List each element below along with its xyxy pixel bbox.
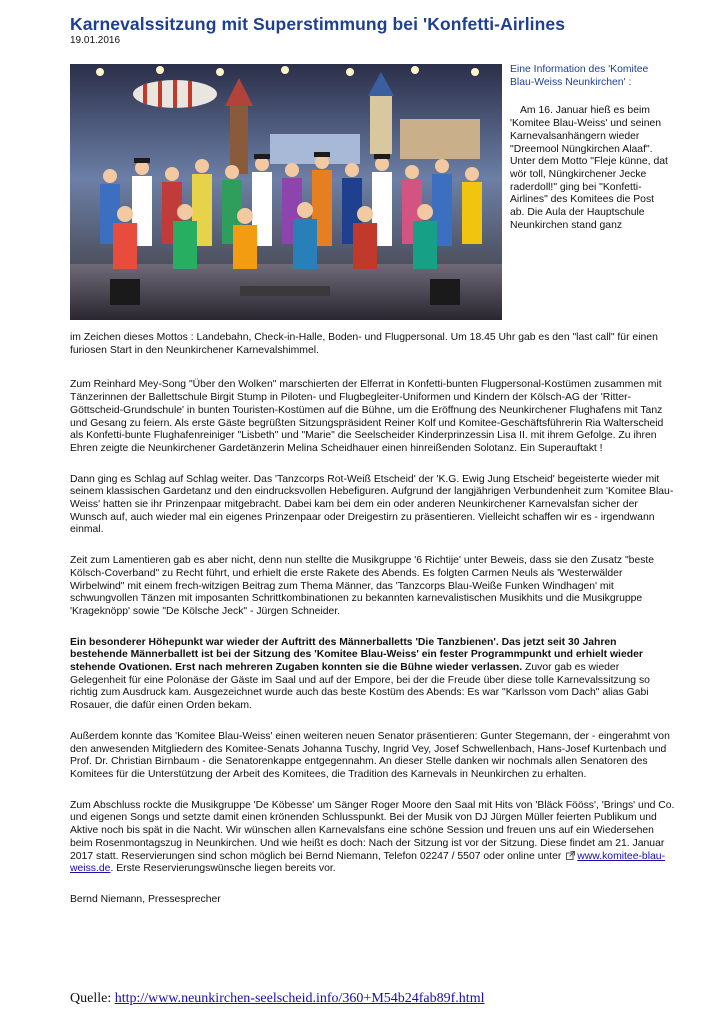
paragraph-opening: Zum Reinhard Mey-Song "Über den Wolken" marschierten der Elferrat in Konfetti-bunten Flugpersonal-Kostümen zusammen mit Tänzerinnen der Ballettschule Birgit Stump in Piloten- und Flugbegleiter-Uniformen und Kindern der Kölsch-AG der 'Ritter-Göttscheid-Grundschule' in bunten Touristen-Kostümen auf die Bühne, um die Eröffnung des Neunkirchener Flughafens mit Tanz und Gesang zu feiern. Als erste Gäste begrüßten Sitzungspräsident Reiner Kolf und Komitee-Geschäftsführerin Ria Walterscheid als Konfetti-bunte Flughafenreiniger "Lisbeth" und "Marie" die Seelscheider Kinderprinzessin Lisa II. mit ihrem Gefolge. Zu ihren Ehren zeigte die Neunkirchener Gardetänzerin Melina Scheidhauer einen hinreißenden Solotanz. Ein Superauftakt ! [70,379,664,454]
intro-continuation: im Zeichen dieses Mottos : Landebahn, Check-in-Halle, Boden- und Flugpersonal. Um 18.45 Uhr gab es den "last call" für einen furiosen Start in den Neunkirchener Karnevalshimmel. [70,332,658,356]
tanzbienen-highlight: Ein besonderer Höhepunkt war wieder der Auftritt des Männerballetts 'Die Tanzbienen'. Das jetzt seit 30 Jahren bestehende Männerballett ist bei der Sitzung des 'Komitee Blau-Weiss' ein fester Programmpunkt und erhielt wieder stehende Ovationen. Erst nach mehreren Zugaben konnten sie die Bühne wieder verlassen. [70,636,643,674]
article [70,14,675,1006]
article-date: 19.01.2016 [70,35,121,46]
tanzbienen-rest: Zuvor gab es wieder Gelegenheit für eine Polonäse der Gäste im Saal und auf der Empore, bei der die Freude über diese tolle Karnevalssitzung so richtig zum Ausdruck kam. Ausgezeichnet wurde auch das beste Kostüm des Abends: Es war "Karlsson vom Dach" alias Gabi Rosauer, die dafür einen Orden bekam. [70,662,650,712]
closing-text-end: . Erste Reservierungswünsche liegen bereits vor. [110,863,336,875]
article-title: Karnevalssitzung mit Superstimmung bei 'Konfetti-Airlines [70,14,566,34]
intro-paragraph: Am 16. Januar hieß es beim 'Komitee Blau-Weiss' und seinen Karnevalsanhängern wieder "Dreemool Nüngkirchen Alaaf". Unter dem Motto "Fleje künne, dat wör toll, Nüngkirchener Jecke raderdoll!" ging bei "Konfetti-Airlines" des Komitees die Post ab. Die Aula der Hauptschule Neunkirchen stand ganz [510,105,668,231]
paragraph-closing [70,800,676,876]
website-link[interactable]: www.komitee-blau-weiss.de [70,850,666,875]
info-column [510,64,670,232]
signature: Bernd Niemann, Pressesprecher [70,893,221,905]
external-link-icon [566,851,575,860]
paragraph-tanzbienen [70,637,676,713]
info-source: Eine Information des 'Komitee Blau-Weiss Neunkirchen' : [510,64,649,88]
paragraph-music: Zeit zum Lamentieren gab es aber nicht, denn nun stellte die Musikgruppe '6 Richtije' unter Beweis, dass sie den Zusatz "beste Kölsch-Coverband" zu Recht führt, und erhielt die erste Rakete des Abends. Es folgten Carmen Neuls als 'Westerwälder Wirbelwind" mit einem frech-witzigen Beitrag zum Thema Männer, das 'Tanzcorps Blau-Weiße Funken Windhagen' mit schwungvollen Tänzen mit imposanten Schrittkombinationen zu bekannten karnevalistischen Musikhits und die Musikgruppe 'Krageknöpp' sowie "De Kölsche Jeck" - Jürgen Schneider. [70,555,655,617]
closing-text: Zum Abschluss rockte die Musikgruppe 'De Köbesse' um Sänger Roger Moore den Saal mit Hits von 'Bläck Fööss', 'Brings' und Co. und eigenen Songs und setzte damit einen krönenden Schlusspunkt. Bei der Musik von DJ Jürgen Müller feierten Publikum und Aktive noch bis spät in die Nacht. Wir wünschen allen Karnevalsfans eine schöne Session und freuen uns auf ein Wiedersehen beim Rosenmontagszug in Neunkirchen. Und wie heißt es doch: Nach der Sitzung ist vor der Sitzung. Diese findet am 21. Januar 2017 statt. Reservierungen sind schon möglich bei Bernd Niemann, Telefon 02247 / 5507 oder online unter [70,799,675,862]
carnival-photo [70,64,502,320]
source-link[interactable]: http://www.neunkirchen-seelscheid.info/360+M54b24fab89f.html [114,991,485,1006]
source-line [70,991,484,1007]
paragraph-etscheid: Dann ging es Schlag auf Schlag weiter. Das 'Tanzcorps Rot-Weiß Etscheid' der 'K.G. Ewig Jung Etscheid' begeisterte wieder mit seinem klassischen Gardetanz und den eindrucksvollen Hebefiguren. Aufgrund der langjährigen Verbundenheit zum 'Komitee Blau-Weiss' hatten sie ihr Prinzenpaar mitgebracht. Dabei kam bei dem ein oder anderen Neunkirchener Karnevalsfan sicher der Wunsch auf, auch wieder mal ein eigenes Prinzenpaar oder Dreigestirn zu präsentieren. Vielleicht schaffen wir es - irgendwann einmal. [70,473,674,536]
article-body [70,332,676,925]
paragraph-senator: Außerdem konnte das 'Komitee Blau-Weiss' einen weiteren neuen Senator präsentieren: Gunter Stegemann, der - eingerahmt von den anwesenden Mitgliedern des Komitee-Senats Johanna Tuschy, Ingrid Vey, Josef Schwellenbach, Hans-Josef Kurtenbach und Prof. Dr. Christian Birnbaum - die Senatorenkappe entgegennahm. An dieser Stelle danken wir nochmals allen Senatoren des Komitees für die Unterstützung der Arbeit des Komitees, die Tradition des Karnevals in Neunkirchen zu erhalten. [70,730,670,780]
source-label: Quelle: [70,991,112,1006]
